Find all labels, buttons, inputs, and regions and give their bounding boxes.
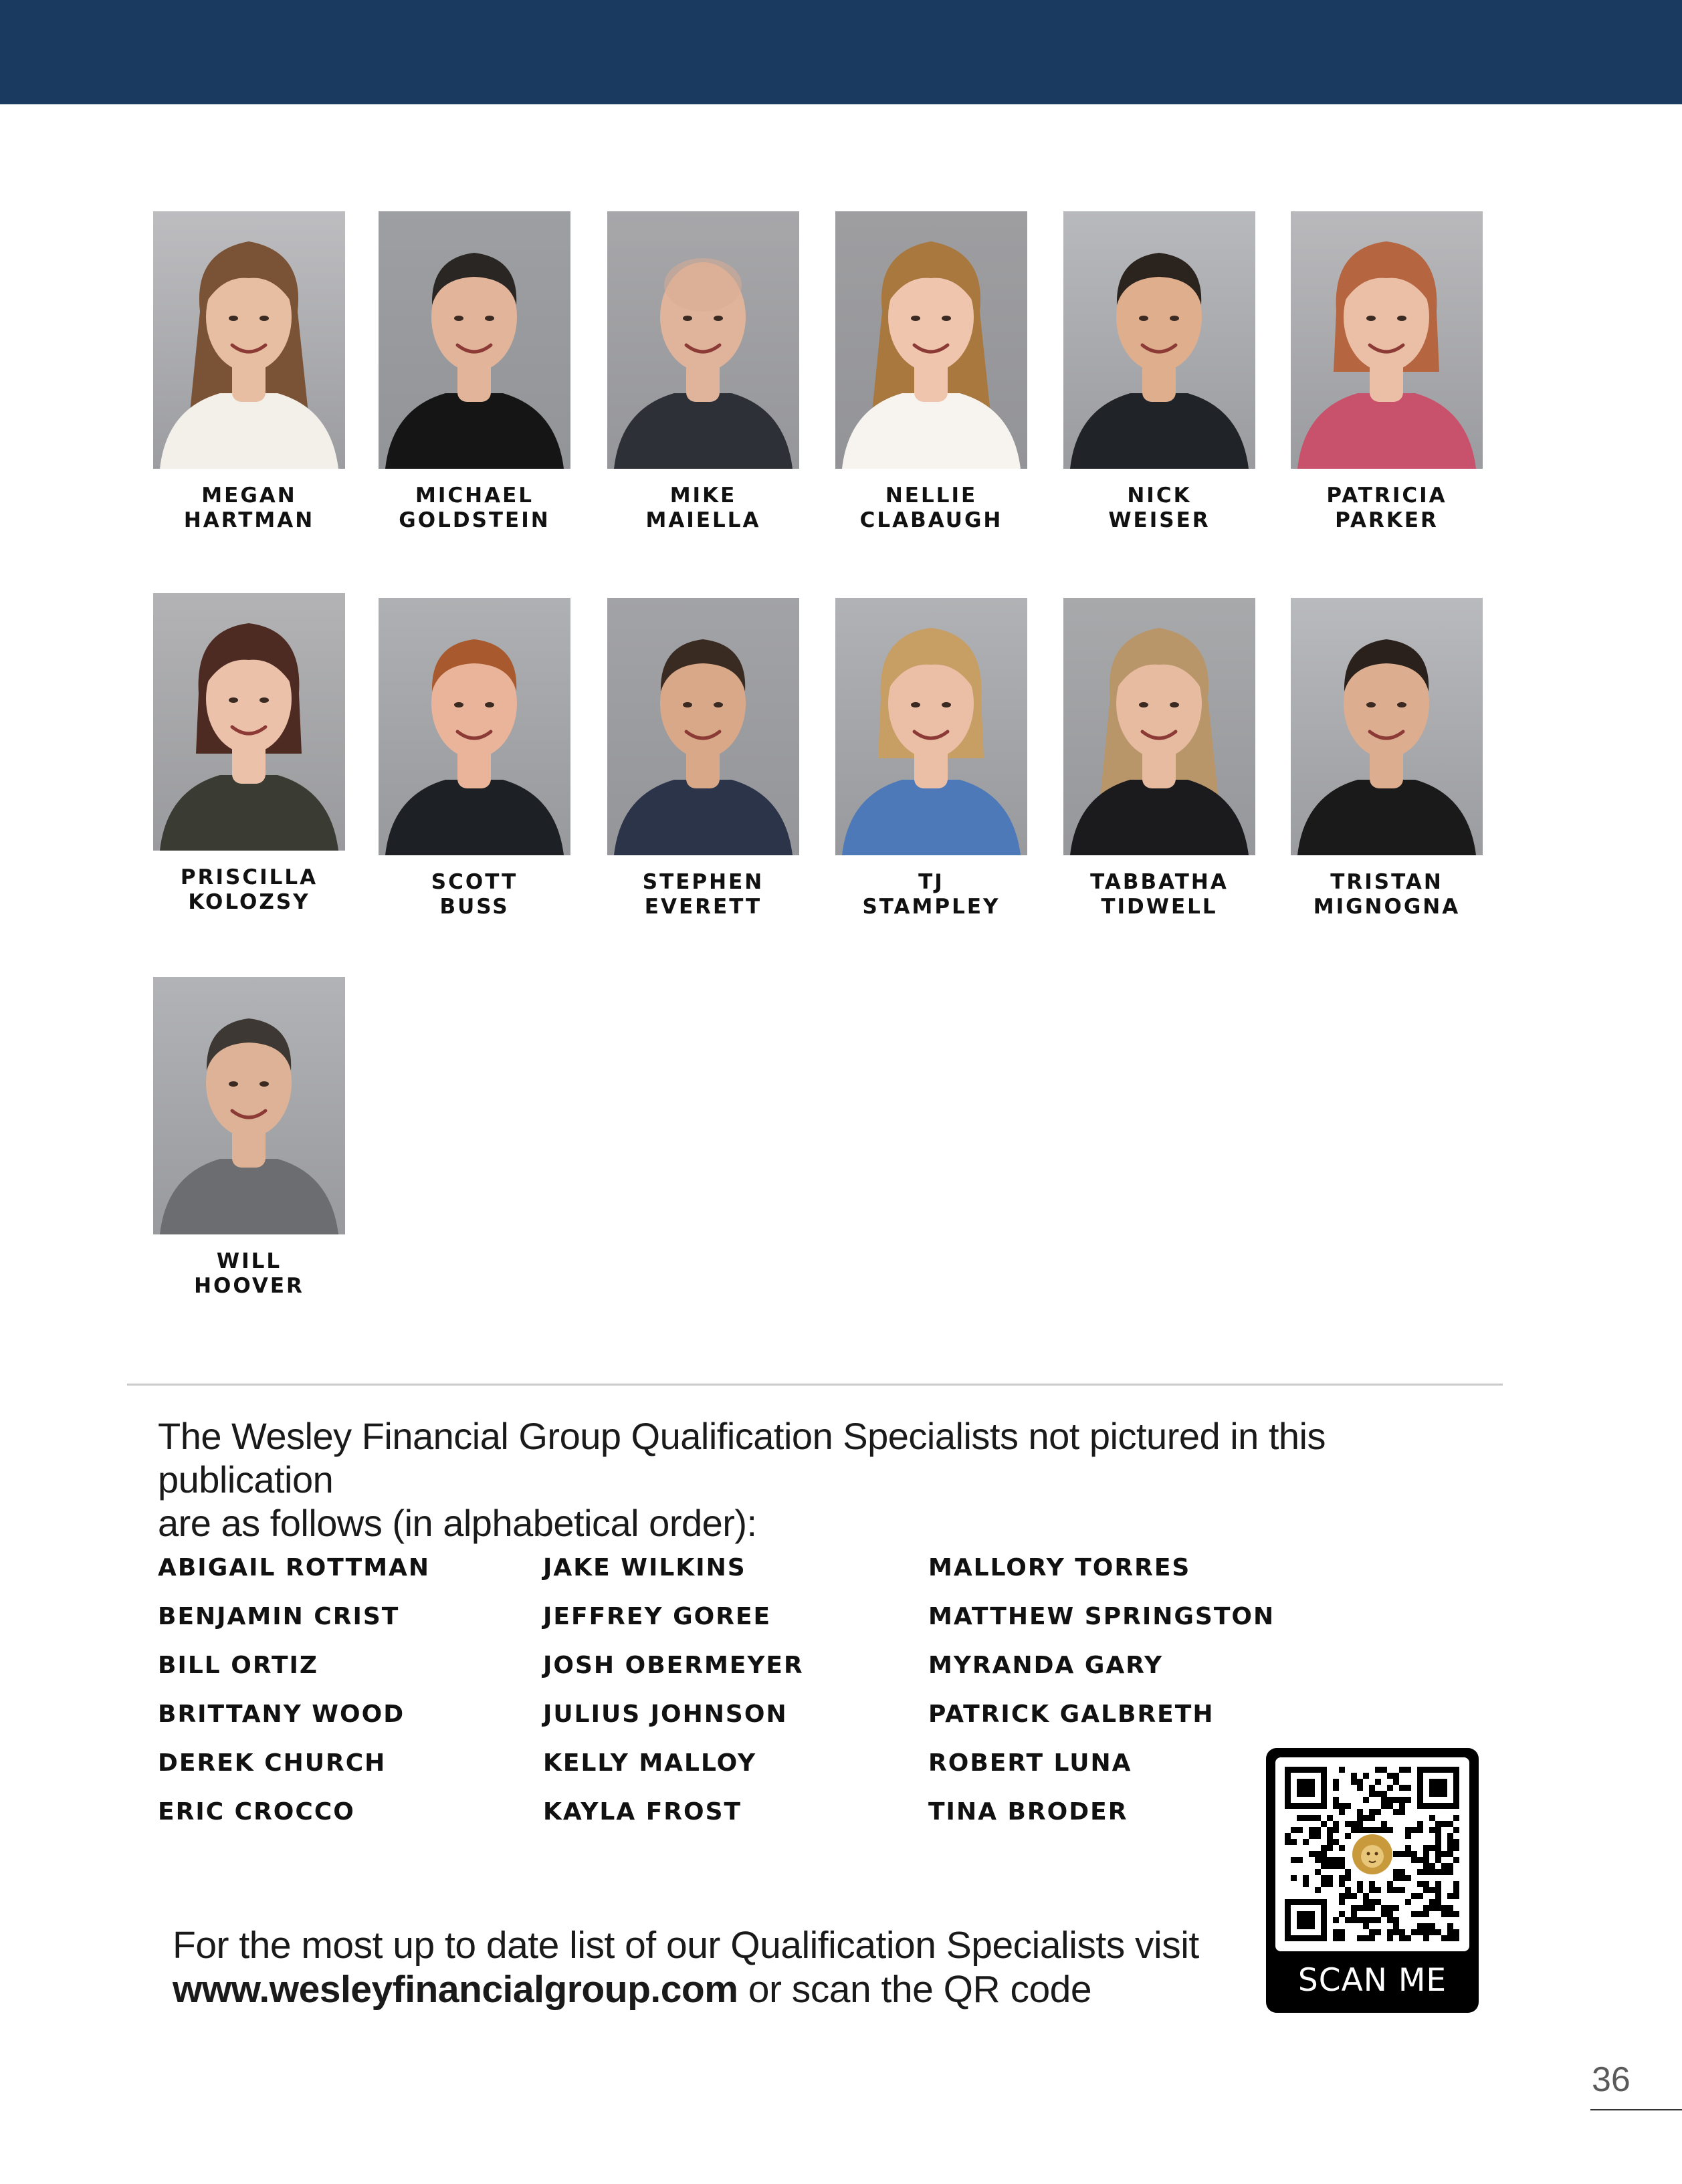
person-name (607, 483, 799, 533)
page-number: 36 (1592, 2060, 1631, 2099)
footer-visit-text: visit (1135, 1924, 1199, 1967)
person-photo (1063, 211, 1255, 469)
list-item: BENJAMIN CRIST (158, 1603, 400, 1630)
person-name (835, 870, 1027, 919)
person-last-name: STAMPLEY (862, 895, 1001, 919)
qr-code-icon (1275, 1757, 1469, 1951)
person-card (1063, 598, 1257, 919)
person-name (1063, 870, 1255, 919)
person-first-name: STEPHEN (642, 870, 764, 894)
person-photo (379, 211, 570, 469)
footer-line-1: For the most up to date list of our Qualification Specialists (173, 1924, 1125, 1967)
person-name (379, 870, 570, 919)
footer-scan-text: or scan the QR code (738, 1968, 1092, 2011)
person-name (1291, 483, 1483, 533)
person-card (153, 977, 347, 1299)
portrait-icon (1063, 598, 1255, 855)
page-number-rule (1590, 2109, 1682, 2110)
person-photo (1063, 598, 1255, 855)
person-last-name: CLABAUGH (859, 508, 1003, 532)
person-last-name: TIDWELL (1101, 895, 1218, 919)
portrait-icon (153, 977, 345, 1234)
list-item: TINA BRODER (928, 1798, 1128, 1826)
header-band (0, 0, 1682, 104)
person-name (153, 1249, 345, 1299)
person-card (1291, 211, 1485, 533)
person-first-name: PATRICIA (1326, 483, 1447, 508)
person-card (607, 598, 801, 919)
person-last-name: MAIELLA (645, 508, 761, 532)
person-photo (1291, 211, 1483, 469)
person-last-name: HARTMAN (183, 508, 315, 532)
not-pictured-intro (158, 1414, 1495, 1545)
person-first-name: TABBATHA (1090, 870, 1229, 894)
person-card (379, 211, 572, 533)
person-name (379, 483, 570, 533)
person-last-name: PARKER (1335, 508, 1439, 532)
footer-callout (173, 1923, 1243, 2011)
list-item: KAYLA FROST (543, 1798, 742, 1826)
portrait-icon (835, 598, 1027, 855)
person-card (379, 598, 572, 919)
person-card (835, 211, 1029, 533)
person-photo (835, 211, 1027, 469)
name-list-column-3 (928, 1550, 1303, 1843)
person-card (835, 598, 1029, 919)
portrait-icon (835, 211, 1027, 469)
person-last-name: HOOVER (194, 1274, 304, 1298)
portrait-icon (153, 211, 345, 469)
person-photo (607, 211, 799, 469)
portrait-icon (379, 598, 570, 855)
person-card (607, 211, 801, 533)
person-name (607, 870, 799, 919)
list-item: JEFFREY GOREE (543, 1603, 772, 1630)
person-card (153, 211, 347, 533)
list-item: MALLORY TORRES (928, 1554, 1191, 1581)
person-name (153, 865, 345, 915)
portrait-icon (379, 211, 570, 469)
qr-code[interactable] (1275, 1757, 1469, 1951)
person-first-name: MIKE (669, 483, 737, 508)
portrait-icon (1063, 211, 1255, 469)
list-item: PATRICK GALBRETH (928, 1701, 1215, 1728)
person-photo (1291, 598, 1483, 855)
list-item: ERIC CROCCO (158, 1798, 355, 1826)
person-card (1063, 211, 1257, 533)
list-item: ROBERT LUNA (928, 1749, 1132, 1777)
person-first-name: MEGAN (201, 483, 297, 508)
list-item: JULIUS JOHNSON (543, 1701, 788, 1728)
person-last-name: KOLOZSY (188, 890, 310, 914)
list-item: MYRANDA GARY (928, 1652, 1164, 1679)
website-link[interactable]: www.wesleyfinancialgroup.com (173, 1968, 738, 2011)
name-list-column-2 (543, 1550, 918, 1843)
person-photo (379, 598, 570, 855)
person-last-name: GOLDSTEIN (399, 508, 550, 532)
person-first-name: NELLIE (885, 483, 978, 508)
person-last-name: EVERETT (644, 895, 762, 919)
person-first-name: PRISCILLA (180, 865, 318, 889)
person-photo (835, 598, 1027, 855)
person-photo (607, 598, 799, 855)
person-last-name: WEISER (1108, 508, 1211, 532)
list-item: BILL ORTIZ (158, 1652, 319, 1679)
list-item: KELLY MALLOY (543, 1749, 757, 1777)
person-card (1291, 598, 1485, 919)
person-name (153, 483, 345, 533)
portrait-icon (607, 598, 799, 855)
person-first-name: TRISTAN (1330, 870, 1443, 894)
qr-code-badge[interactable] (1266, 1748, 1479, 2013)
name-list-column-1 (158, 1550, 532, 1843)
person-name (1063, 483, 1255, 533)
list-item: DEREK CHURCH (158, 1749, 387, 1777)
portrait-icon (607, 211, 799, 469)
person-card (153, 593, 347, 915)
list-item: MATTHEW SPRINGSTON (928, 1603, 1275, 1630)
list-item: JAKE WILKINS (543, 1554, 746, 1581)
list-item: JOSH OBERMEYER (543, 1652, 804, 1679)
person-last-name: BUSS (439, 895, 510, 919)
intro-line-2: are as follows (in alphabetical order): (158, 1502, 757, 1544)
person-photo (153, 593, 345, 851)
portrait-icon (153, 593, 345, 851)
portrait-icon (1291, 598, 1483, 855)
person-photo (153, 977, 345, 1234)
person-first-name: TJ (918, 870, 944, 894)
section-divider (127, 1384, 1503, 1386)
qr-label: SCAN ME (1297, 1962, 1447, 1999)
person-photo (153, 211, 345, 469)
person-last-name: MIGNOGNA (1313, 895, 1461, 919)
person-name (835, 483, 1027, 533)
person-first-name: NICK (1127, 483, 1192, 508)
person-first-name: MICHAEL (415, 483, 534, 508)
list-item: BRITTANY WOOD (158, 1701, 405, 1728)
person-name (1291, 870, 1483, 919)
portrait-icon (1291, 211, 1483, 469)
list-item: ABIGAIL ROTTMAN (158, 1554, 431, 1581)
person-first-name: WILL (216, 1249, 282, 1273)
intro-line-1: The Wesley Financial Group Qualification Specialists not pictured in this publication (158, 1415, 1326, 1501)
person-first-name: SCOTT (431, 870, 518, 894)
